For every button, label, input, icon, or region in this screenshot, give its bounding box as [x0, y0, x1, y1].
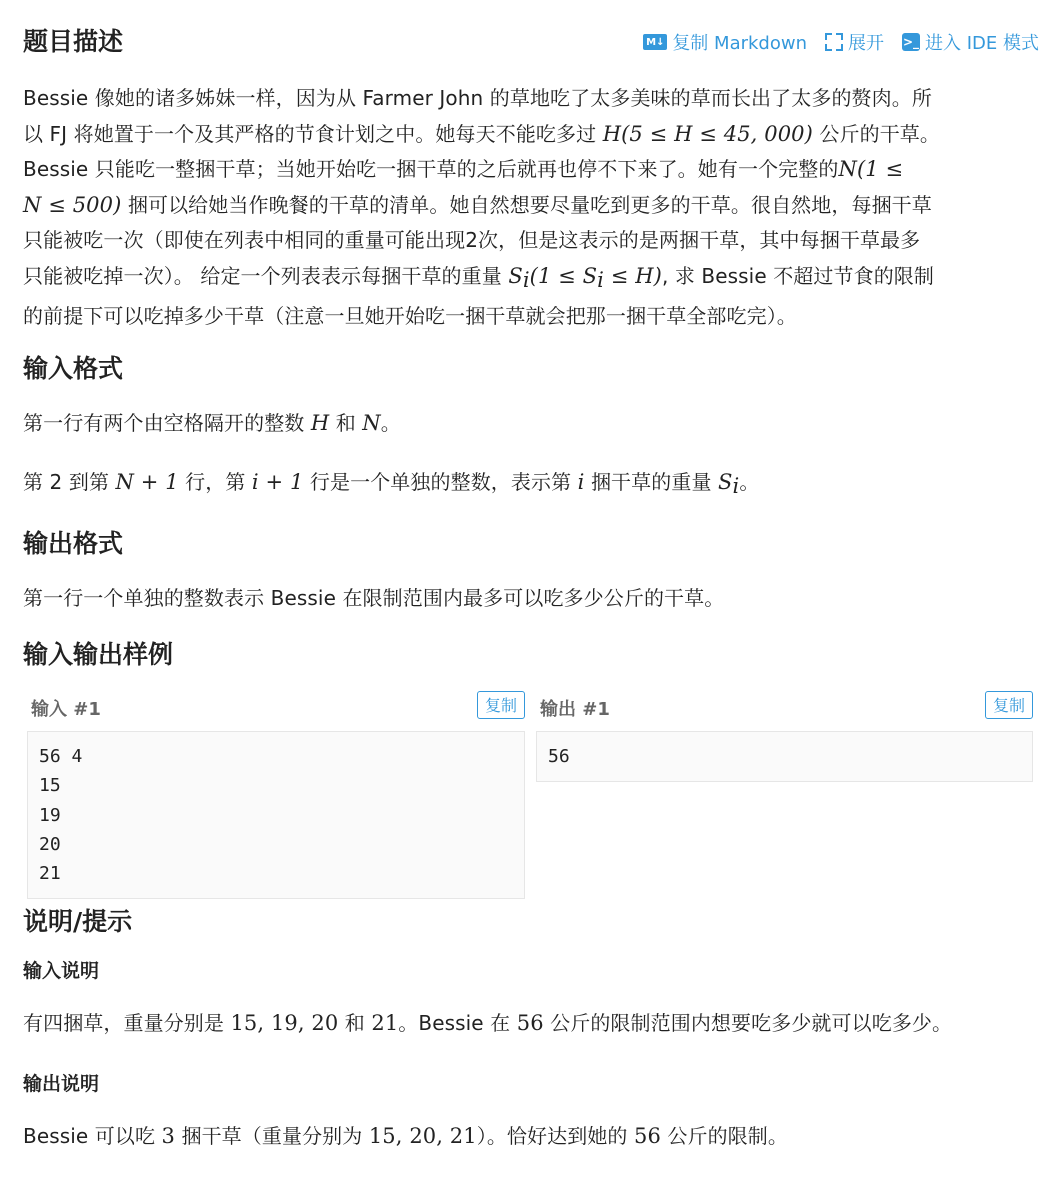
sample-input-code[interactable] [27, 731, 525, 899]
expand-button[interactable] [825, 29, 884, 55]
text: 和 [329, 411, 363, 435]
text: 。 [380, 411, 401, 435]
math-weight: 21 [371, 1011, 399, 1035]
samples-title: 输入输出样例 [23, 640, 174, 669]
math-count: 3 [161, 1124, 176, 1148]
input-format-line-2 [23, 465, 1039, 505]
text: 第 2 到第 [23, 470, 116, 494]
math-n-range-start: N(1 ≤ [838, 157, 904, 182]
text: 。Bessie 在 [398, 1011, 517, 1035]
math-h: H [310, 411, 330, 435]
math-limit: 56 [516, 1011, 544, 1035]
desc-text: 只能被吃一次（即使在列表中相同的重量可能出现2次，但是这表示的是两捆干草，其中每捆干草最多 [23, 228, 921, 253]
text: ）。恰好达到她的 [476, 1124, 634, 1148]
copy-markdown-label: 复制 Markdown [672, 33, 807, 54]
output-explain-title: 输出说明 [23, 1073, 100, 1095]
math-sub-i: i [522, 267, 530, 292]
math-s: S [582, 263, 598, 288]
sample-input-block [27, 689, 525, 899]
code-line: 15 [39, 775, 61, 797]
math-h-range: H(5 ≤ H ≤ 45, 000) [602, 121, 813, 146]
sample-output-code[interactable] [536, 731, 1033, 782]
math-s: S [718, 470, 733, 494]
desc-text: 只能被吃掉一次）。 给定一个列表表示每捆干草的重量 [23, 263, 502, 288]
code-line: 56 4 [39, 746, 83, 767]
math-weights: 15, 20, 21 [368, 1124, 477, 1148]
math-s-range: ≤ H) [603, 263, 662, 288]
desc-text: 的前提下可以吃掉多少干草（注意一旦她开始吃一捆干草就会把那一捆干草全部吃完）。 [23, 303, 797, 328]
desc-text: 公斤的干草。 [819, 121, 940, 146]
sample-input-header [27, 689, 525, 725]
text: 和 [338, 1011, 372, 1035]
copy-output-button[interactable]: 复制 [985, 691, 1033, 719]
math-i-plus-1: i + 1 [251, 470, 304, 494]
text: 公斤的限制。 [660, 1124, 788, 1148]
math-n-range-end: N ≤ 500) [23, 192, 122, 217]
text: Bessie 可以吃 [23, 1124, 162, 1148]
sample-output-header [536, 689, 1033, 725]
math-sub-i: i [732, 474, 740, 498]
math-i: i [577, 470, 585, 494]
math-weights: 15, 19, 20 [230, 1011, 339, 1035]
input-format-title: 输入格式 [23, 354, 124, 383]
text: 。 [739, 470, 760, 494]
desc-text: 以 FJ 将她置于一个及其严格的节食计划之中。她每天不能吃多过 [23, 121, 597, 146]
math-s-range: (1 ≤ [529, 263, 583, 288]
sample-input-label: 输入 #1 [31, 699, 101, 720]
desc-text: , 求 Bessie 不超过节食的限制 [661, 263, 934, 288]
output-explain-text [23, 1119, 1039, 1155]
text: 捆干草的重量 [584, 470, 718, 494]
desc-text: Bessie 只能吃一整捆干草；当她开始吃一捆干草的之后就再也停不下来了。她有一个完整的 [23, 157, 839, 182]
math-s: S [508, 263, 523, 288]
ide-mode-label: 进入 IDE 模式 [925, 33, 1039, 54]
expand-label: 展开 [848, 33, 884, 54]
problem-header [23, 22, 1039, 62]
math-limit: 56 [633, 1124, 661, 1148]
code-line: 20 [39, 833, 61, 855]
problem-description [23, 81, 1039, 334]
input-explain-title: 输入说明 [23, 960, 100, 982]
copy-markdown-button[interactable] [643, 29, 807, 55]
page-title: 题目描述 [23, 27, 124, 56]
sample-output-block [536, 689, 1033, 782]
markdown-icon: M↓ [643, 34, 667, 50]
terminal-icon: >_ [902, 35, 920, 49]
text: 行，第 [178, 470, 252, 494]
input-format-line-1 [23, 406, 1039, 442]
code-line: 56 [548, 746, 570, 767]
output-format-text: 第一行一个单独的整数表示 Bessie 在限制范围内最多可以吃多少公斤的干草。 [23, 586, 725, 610]
desc-text: Bessie 像她的诸多姊妹一样，因为从 Farmer John 的草地吃了太多美味的草而长出了太多的赘肉。所 [23, 86, 932, 110]
code-line: 21 [39, 863, 61, 885]
desc-text: 捆可以给她当作晚餐的干草的清单。她自然想要尽量吃到更多的干草。很自然地，每捆干草 [127, 192, 932, 217]
text: 公斤的限制范围内想要吃多少就可以吃多少。 [543, 1011, 953, 1035]
text: 有四捆草，重量分别是 [23, 1011, 231, 1035]
hint-title: 说明/提示 [23, 907, 133, 936]
sample-output-label: 输出 #1 [540, 699, 610, 720]
input-explain-text [23, 1006, 1039, 1042]
ide-mode-button[interactable] [902, 29, 1039, 55]
text: 捆干草（重量分别为 [175, 1124, 369, 1148]
math-n-plus-1: N + 1 [115, 470, 179, 494]
math-n: N [362, 411, 381, 435]
code-line: 19 [39, 804, 61, 826]
header-actions [643, 29, 1039, 55]
output-format-title: 输出格式 [23, 529, 124, 558]
math-sub-i: i [597, 267, 604, 292]
text: 行是一个单独的整数，表示第 [303, 470, 578, 494]
expand-icon [825, 33, 843, 51]
text: 第一行有两个由空格隔开的整数 [23, 411, 311, 435]
copy-input-button[interactable]: 复制 [477, 691, 525, 719]
